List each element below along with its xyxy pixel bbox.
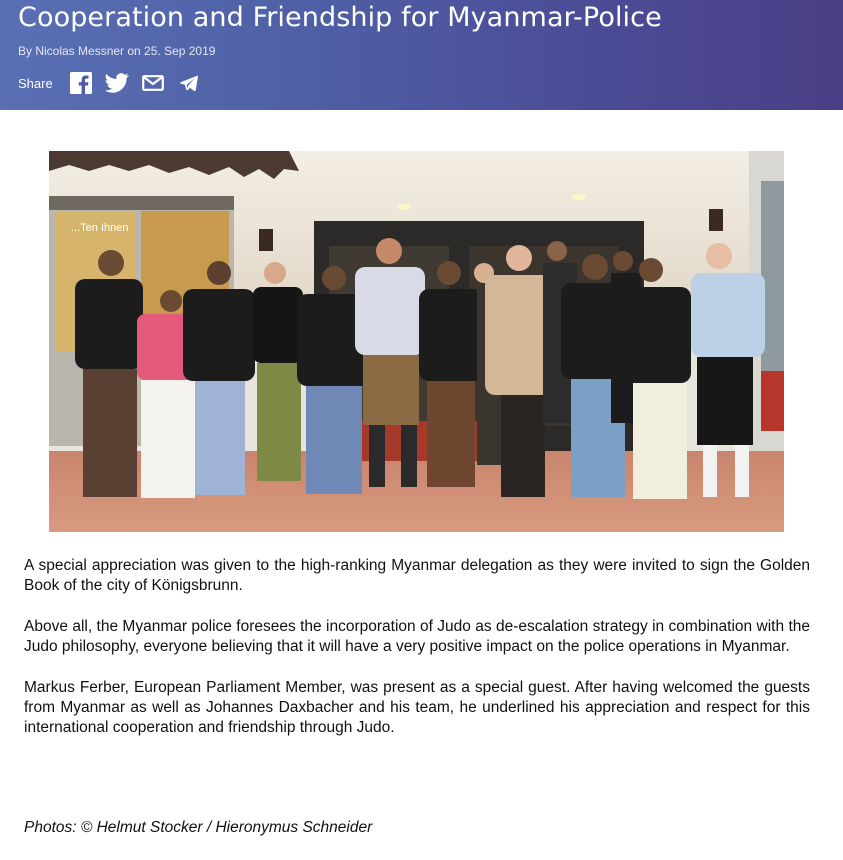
paragraph-2: Above all, the Myanmar police foresees the incorporation of Judo as de-escalation strategy in combination with the Judo philosophy, everyone believing that it will have a very positive impact on the police operations in Myanmar. [24, 618, 810, 655]
facebook-share-button[interactable] [69, 71, 93, 95]
twitter-icon [105, 73, 129, 93]
photo-credit: Photos: © Helmut Stocker / Hieronymus Schneider [24, 819, 373, 836]
share-bar [18, 70, 201, 96]
email-share-button[interactable] [141, 71, 165, 95]
article-header [0, 0, 843, 110]
storefront-sign: ...Ten Ihnen [71, 222, 129, 234]
facebook-icon [70, 72, 92, 94]
twitter-share-button[interactable] [105, 71, 129, 95]
group-photo [49, 151, 784, 532]
telegram-icon [180, 75, 198, 91]
paragraph-1: A special appreciation was given to the high-ranking Myanmar delegation as they were invited to sign the Golden Book of the city of Königsbrunn. [24, 557, 810, 594]
telegram-share-button[interactable] [177, 71, 201, 95]
article-body [24, 556, 810, 759]
page-title: Cooperation and Friendship for Myanmar-Police [18, 2, 662, 33]
share-label: Share [18, 75, 53, 91]
paragraph-3: Markus Ferber, European Parliament Member, was present as a special guest. After having welcomed the guests from Myanmar as well as Johannes Daxbacher and his team, he underlined his appreciation and respect for this international cooperation and friendship through Judo. [24, 679, 810, 736]
email-icon [142, 75, 164, 91]
byline: By Nicolas Messner on 25. Sep 2019 [18, 44, 216, 58]
group-photo-illustration [49, 151, 784, 532]
